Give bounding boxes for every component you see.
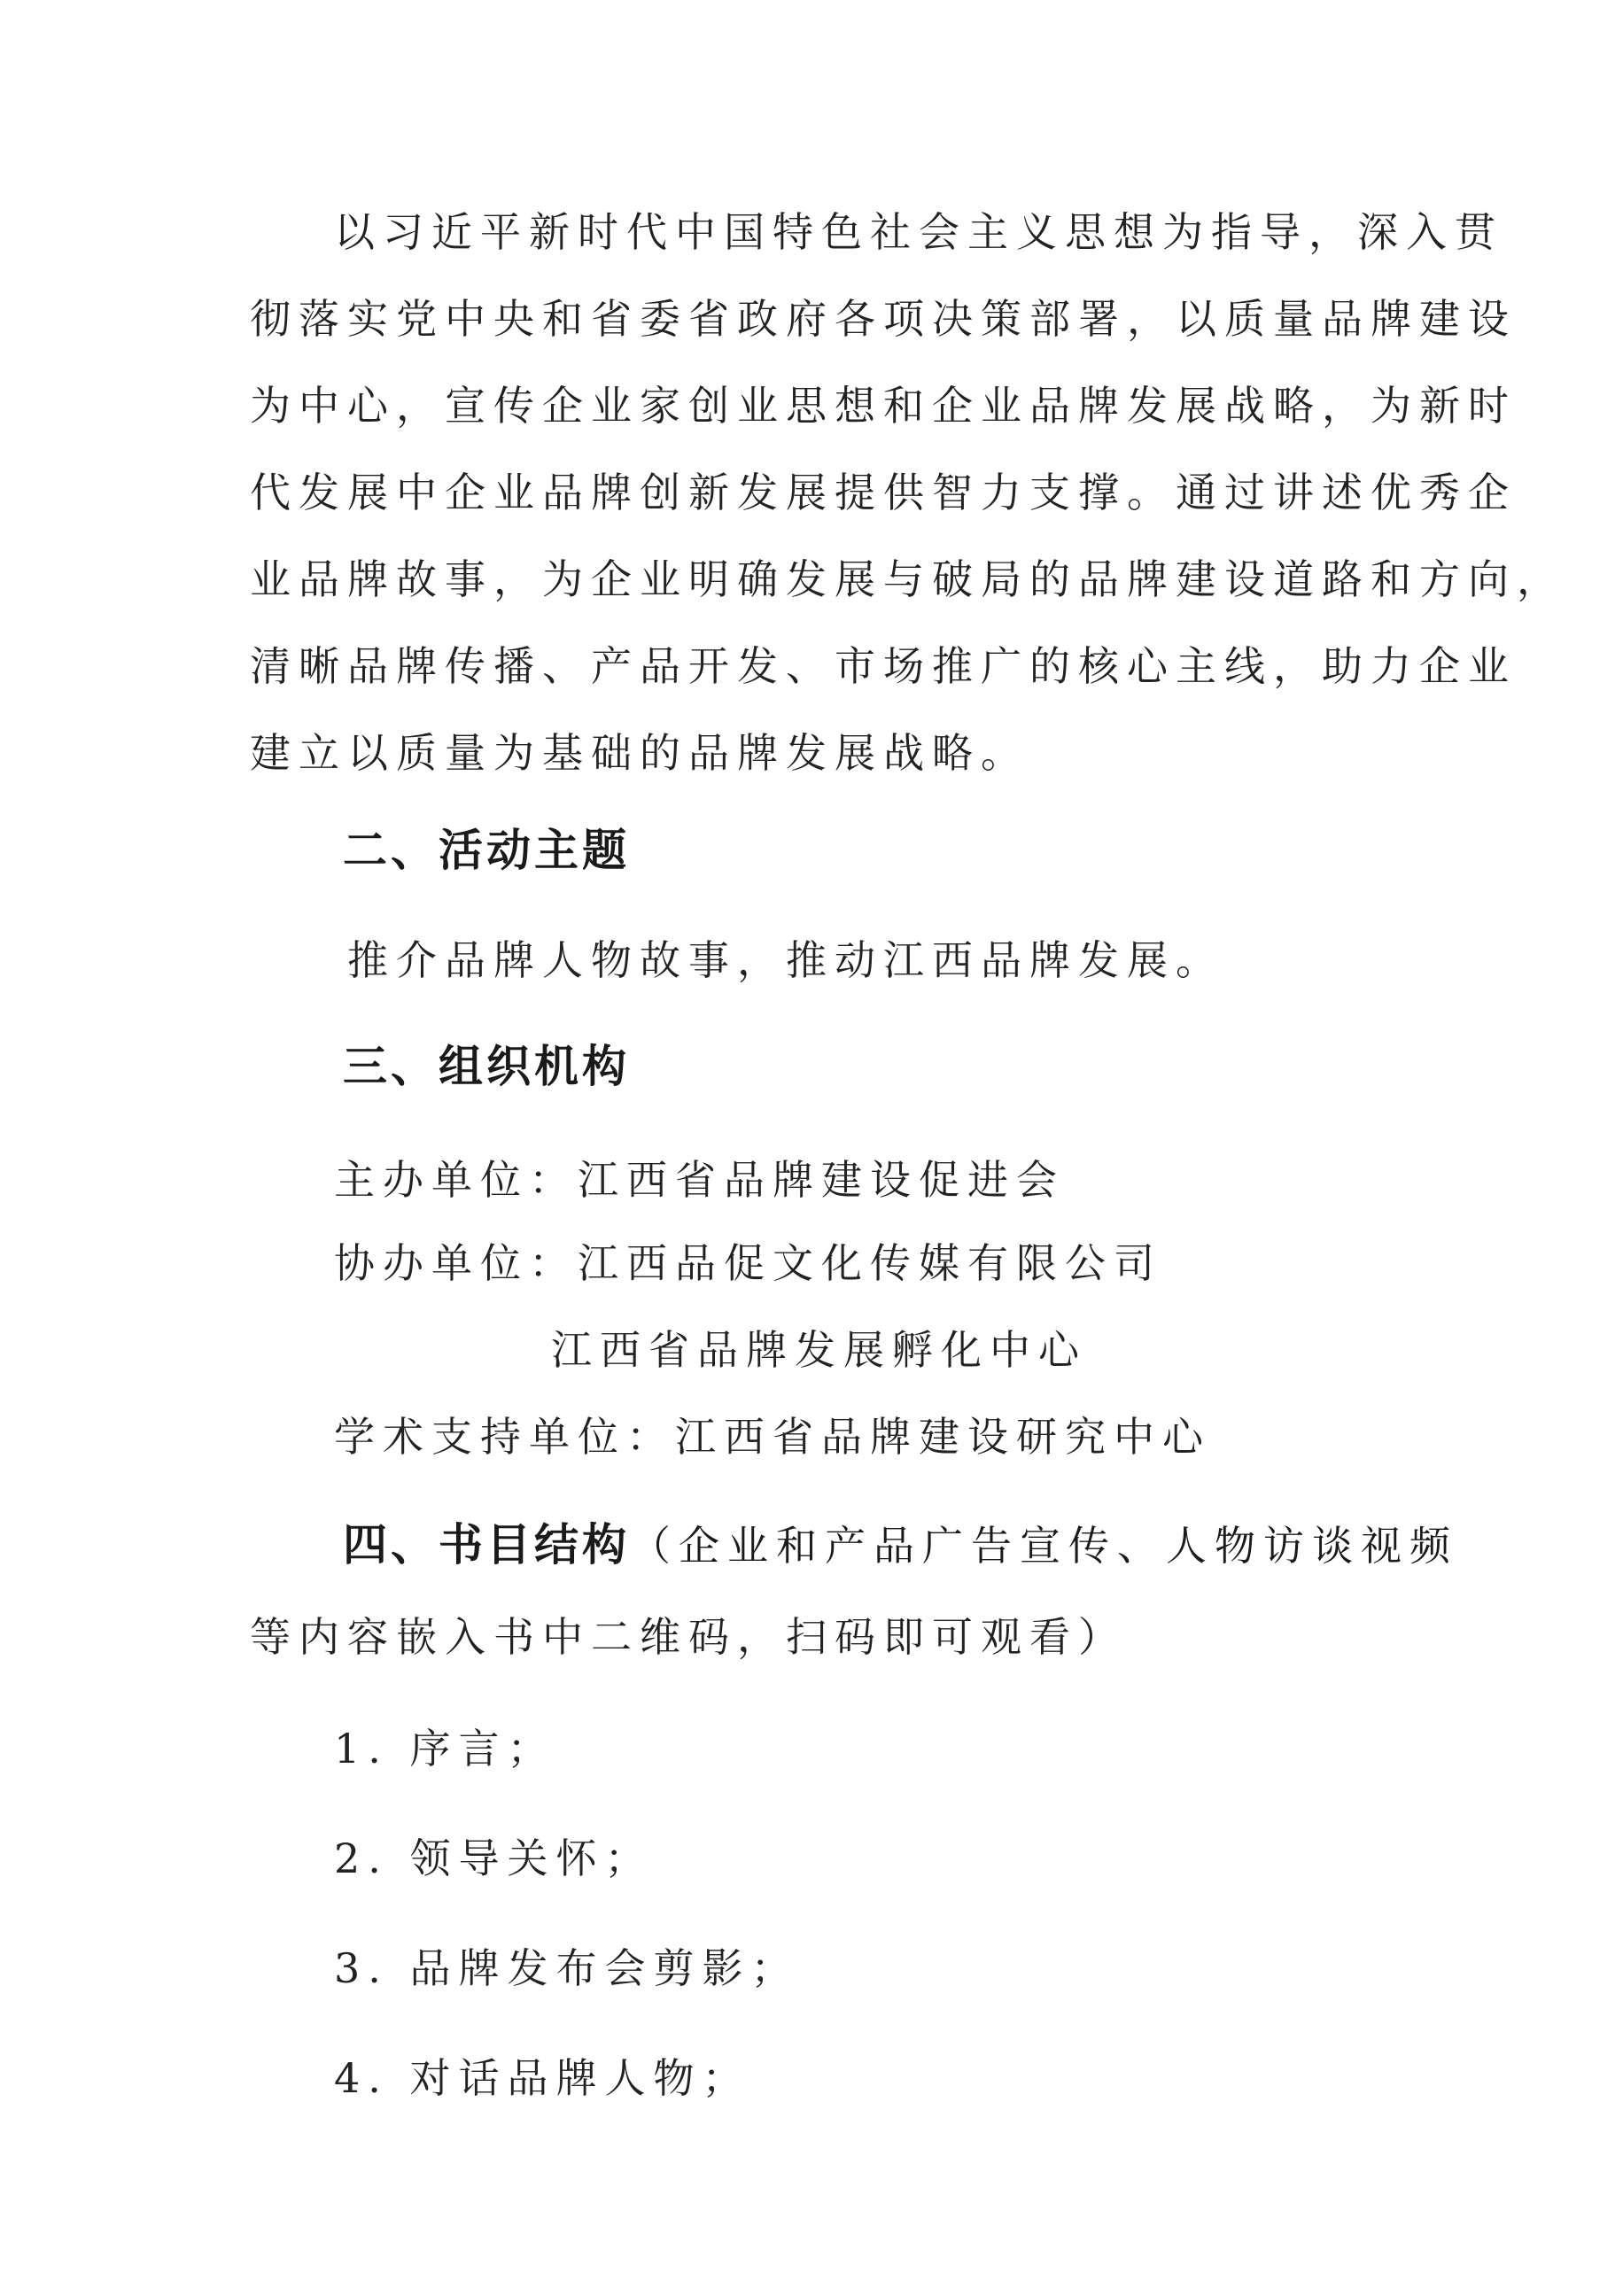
book-item-2: 2. 领导关怀； — [334, 1834, 654, 1882]
intro-line-2: 彻落实党中央和省委省政府各项决策部署，以质量品牌建设 — [250, 295, 1517, 343]
intro-line-6: 清晰品牌传播、产品开发、市场推广的核心主线，助力企业 — [250, 642, 1517, 690]
academic-support-unit: 学术支持单位：江西省品牌建设研究中心 — [334, 1413, 1211, 1461]
book-structure-title: 四、书目结构 — [343, 1519, 630, 1571]
book-item-4: 4. 对话品牌人物； — [334, 2054, 751, 2102]
section-heading-theme: 二、活动主题 — [343, 825, 630, 876]
intro-line-5: 业品牌故事，为企业明确发展与破局的品牌建设道路和方向， — [250, 555, 1565, 603]
host-unit: 主办单位：江西省品牌建设促进会 — [334, 1156, 1065, 1204]
intro-line-7: 建立以质量为基础的品牌发展战略。 — [250, 729, 1029, 777]
section-heading-book-structure — [343, 1516, 1458, 1574]
intro-line-4: 代发展中企业品牌创新发展提供智力支撑。通过讲述优秀企 — [250, 469, 1517, 516]
book-structure-note-line-1: （企业和产品广告宣传、人物访谈视频 — [630, 1522, 1458, 1570]
co-organizer-line-1: 协办单位：江西品促文化传媒有限公司 — [334, 1239, 1162, 1287]
co-organizer-line-2: 江西省品牌发展孵化中心 — [551, 1326, 1087, 1374]
theme-body: 推介品牌人物故事，推动江西品牌发展。 — [347, 936, 1224, 984]
book-item-1: 1. 序言； — [334, 1725, 556, 1772]
intro-line-3: 为中心，宣传企业家创业思想和企业品牌发展战略，为新时 — [250, 382, 1517, 430]
book-item-3: 3. 品牌发布会剪影； — [334, 1944, 800, 1992]
book-structure-note-line-2: 等内容嵌入书中二维码，扫码即可观看） — [250, 1613, 1127, 1661]
intro-line-1: 以习近平新时代中国特色社会主义思想为指导，深入贯 — [334, 208, 1503, 256]
section-heading-organization: 三、组织机构 — [343, 1041, 630, 1092]
